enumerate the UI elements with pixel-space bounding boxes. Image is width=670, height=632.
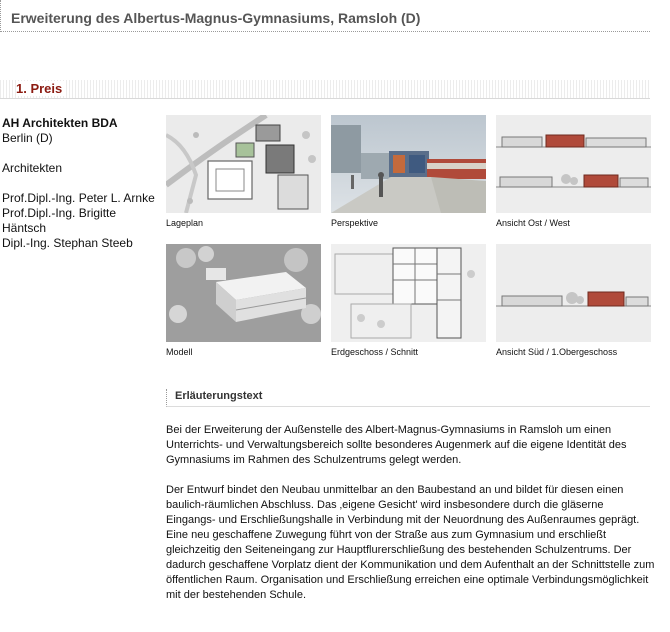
title-bar <box>0 0 650 32</box>
gallery-item-lageplan[interactable] <box>166 115 321 228</box>
site-plan-thumbnail[interactable] <box>166 115 321 213</box>
gallery-item-ansicht-ost-west[interactable] <box>496 115 651 228</box>
prize-heading-bar <box>0 80 650 99</box>
gallery-caption: Modell <box>166 347 193 357</box>
description-heading: Erläuterungstext <box>175 390 263 402</box>
person-name: Prof.Dipl.-Ing. Peter L. Arnke <box>2 191 155 205</box>
floor-plan-thumbnail[interactable] <box>331 244 486 342</box>
person-name: Dipl.-Ing. Stephan Steeb <box>2 236 133 250</box>
description-paragraph: Der Entwurf bindet den Neubau unmittelbar an den Baubestand an und bildet für diesen einen baulich-räumlichen Abschluss. Das ‚eigene Gesicht' wird insbesondere durch die gläserne Eingangs- und Erschließungshalle in Verbindung mit der Neuordnung des Außenraumes geprägt. Eine neu geschaffene Zuwegung führt von der Straße aus zum Gymnasium und erschließt gleichzeitig den Seiteneingang zur Hauptflurerschließung des bestehenden Schulzentrums. Der dadurch geschaffene Vorplatz dient der Kommunikation und dem Aufenthalt an der Schnittstelle zum öffentlichen Raum. Organisation und Erschließung erreichen eine optimale Verbindungsmöglichkeit mit der bestehenden Schule. <box>166 484 655 601</box>
firm-name: AH Architekten BDA <box>2 116 118 130</box>
gallery-caption: Perspektive <box>331 218 379 228</box>
model-thumbnail[interactable] <box>166 244 321 342</box>
person-name: Prof.Dipl.-Ing. Brigitte <box>2 206 117 220</box>
gallery-caption: Ansicht Ost / West <box>496 218 570 228</box>
gallery-caption: Ansicht Süd / 1.Obergeschoss <box>496 347 618 357</box>
person-name: Häntsch <box>2 221 47 235</box>
gallery-item-erdgeschoss-schnitt[interactable] <box>331 244 486 357</box>
elevation-thumbnail[interactable] <box>496 115 651 213</box>
firm-city: Berlin (D) <box>2 131 53 145</box>
page-title: Erweiterung des Albertus-Magnus-Gymnasiums, Ramsloh (D) <box>11 10 421 26</box>
gallery-caption: Erdgeschoss / Schnitt <box>331 347 419 357</box>
gallery-item-perspektive[interactable] <box>331 115 486 228</box>
prize-title: 1. Preis <box>16 81 66 96</box>
elevation-thumbnail[interactable] <box>496 244 651 342</box>
gallery-caption: Lageplan <box>166 218 204 228</box>
architect-info <box>2 116 155 251</box>
description-heading-bar <box>166 389 650 407</box>
gallery-item-ansicht-sued[interactable] <box>496 244 651 357</box>
firm-role: Architekten <box>2 161 63 175</box>
gallery-item-modell[interactable] <box>166 244 321 357</box>
perspective-thumbnail[interactable] <box>331 115 486 213</box>
description-text <box>166 423 656 618</box>
description-paragraph: Bei der Erweiterung der Außenstelle des Albert-Magnus-Gymnasiums in Ramsloh um einen Unterrichts- und Verwaltungsbereich sollte besonderes Augenmerk auf die eigene Identität des Gymnasiums im Rahmen des Schulzentrums gelegt werden. <box>166 424 627 466</box>
